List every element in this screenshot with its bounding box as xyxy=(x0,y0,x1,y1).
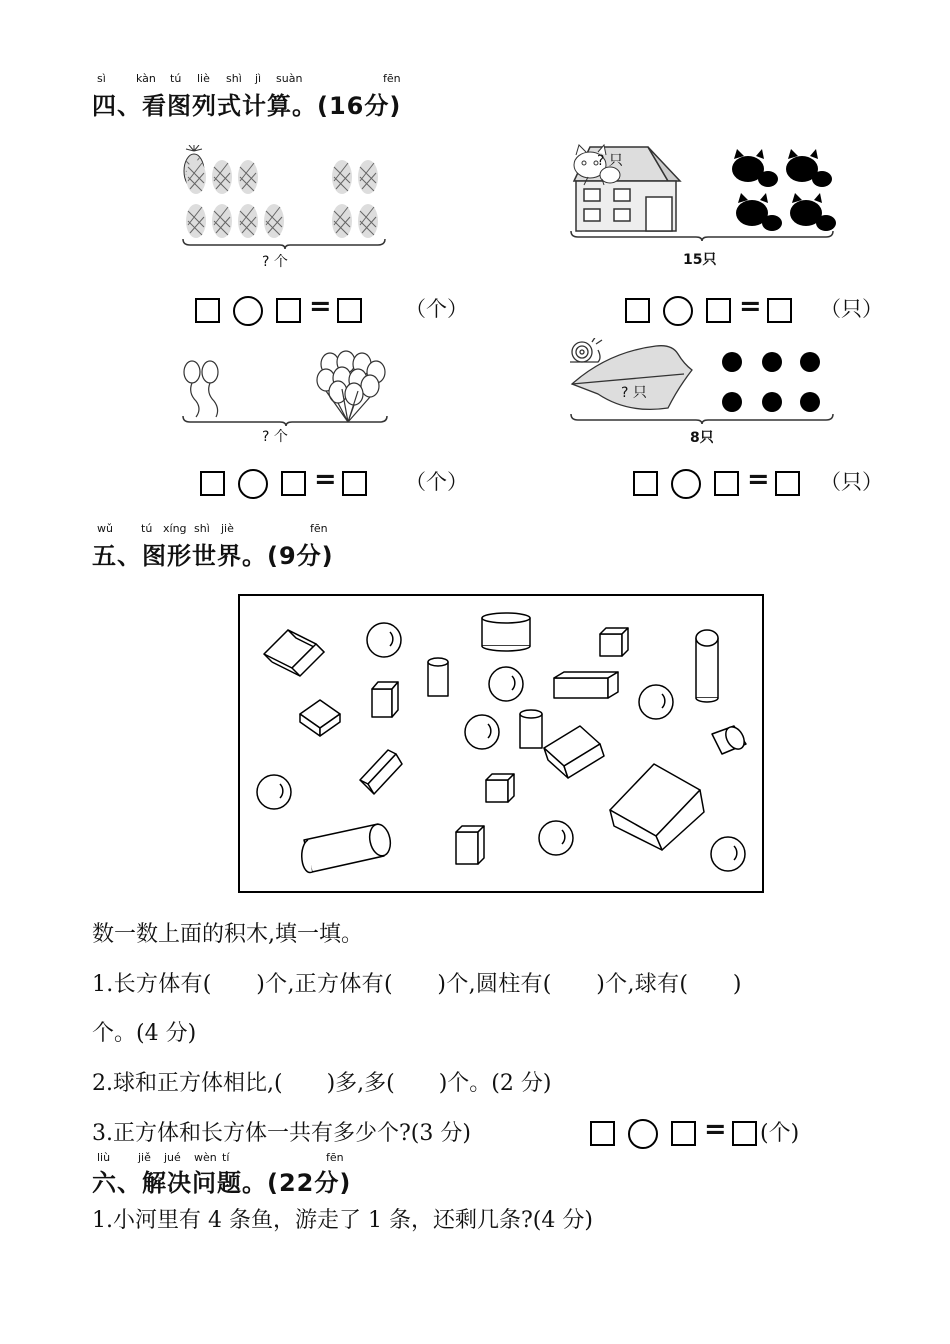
equals-sign: = xyxy=(747,464,770,495)
unit-ge: （个） xyxy=(405,297,468,321)
answer-box[interactable] xyxy=(633,471,658,496)
pinyin-wu: wǔ xyxy=(97,522,113,535)
cube-shape xyxy=(372,682,398,717)
section5-q1-line2: 个。(4 分) xyxy=(92,1021,197,1046)
pinyin-tu: tú xyxy=(170,72,182,85)
cube-shape xyxy=(456,826,484,864)
answer-box[interactable] xyxy=(590,1121,615,1146)
section6-title: 六、解决问题。(22分) xyxy=(92,1169,352,1197)
sphere-shape xyxy=(711,837,745,871)
operator-circle[interactable] xyxy=(628,1119,658,1149)
section5-q3-unit: (个) xyxy=(760,1121,800,1146)
answer-box[interactable] xyxy=(714,471,739,496)
pic3-caption: ? 个 xyxy=(262,429,288,445)
pinyin-fen: fēn xyxy=(383,72,401,85)
pinyin-liu: liù xyxy=(97,1151,111,1164)
answer-box[interactable] xyxy=(706,298,731,323)
answer-box[interactable] xyxy=(200,471,225,496)
pinyin-si: sì xyxy=(97,72,106,85)
sphere-shape xyxy=(639,685,673,719)
operator-circle[interactable] xyxy=(671,469,701,499)
pic4-caption: 8只 xyxy=(690,430,714,446)
pinyin-lie: liè xyxy=(197,72,210,85)
answer-box[interactable] xyxy=(195,298,220,323)
pinyin-wen: wèn xyxy=(194,1151,217,1164)
unit-zhi: （只） xyxy=(820,297,883,321)
section6-q1: 1.小河里有 4 条鱼，游走了 1 条，还剩几条?(4 分) xyxy=(92,1208,593,1233)
answer-box[interactable] xyxy=(276,298,301,323)
cylinder-shape xyxy=(520,710,542,748)
shapes-figure xyxy=(238,594,765,894)
answer-box[interactable] xyxy=(732,1121,757,1146)
answer-box[interactable] xyxy=(337,298,362,323)
pinyin-shi: shì xyxy=(194,522,210,535)
equals-sign: = xyxy=(309,291,332,322)
pic4-leaf-text: ? 只 xyxy=(621,385,647,401)
operator-circle[interactable] xyxy=(233,296,263,326)
section4-title: 四、看图列式计算。(16分) xyxy=(92,92,402,120)
pinyin-jie: jiè xyxy=(221,522,234,535)
pinyin-xing: xíng xyxy=(163,522,187,535)
sphere-shape xyxy=(367,623,401,657)
cube-shape xyxy=(600,628,628,656)
section5-title: 五、图形世界。(9分) xyxy=(92,542,334,570)
answer-box[interactable] xyxy=(775,471,800,496)
unit-ge: （个） xyxy=(405,470,468,494)
answer-box[interactable] xyxy=(625,298,650,323)
sphere-shape xyxy=(257,775,291,809)
pic2-roof-text: ? 只 xyxy=(597,153,623,169)
equals-sign: = xyxy=(739,291,762,322)
operator-circle[interactable] xyxy=(663,296,693,326)
pic1-caption: ? 个 xyxy=(262,254,288,270)
unit-zhi: （只） xyxy=(820,470,883,494)
pinyin-fen: fēn xyxy=(310,522,328,535)
section5-instruction: 数一数上面的积木,填一填。 xyxy=(92,922,363,947)
section5-q1-line1: 1.长方体有( )个,正方体有( )个,圆柱有( )个,球有( ) xyxy=(92,972,742,997)
cylinder-shape xyxy=(696,630,718,702)
pinyin-jie: jiě xyxy=(138,1151,151,1164)
answer-box[interactable] xyxy=(281,471,306,496)
cube-shape xyxy=(486,774,514,802)
pinyin-kan: kàn xyxy=(136,72,156,85)
cylinder-shape xyxy=(482,613,530,651)
pinyin-jue: jué xyxy=(164,1151,181,1164)
equals-sign: = xyxy=(314,464,337,495)
pinyin-shi: shì xyxy=(226,72,242,85)
pinyin-suan: suàn xyxy=(276,72,303,85)
section5-q2: 2.球和正方体相比,( )多,多( )个。(2 分) xyxy=(92,1071,552,1096)
pinyin-ti: tí xyxy=(222,1151,230,1164)
answer-box[interactable] xyxy=(342,471,367,496)
answer-box[interactable] xyxy=(671,1121,696,1146)
sphere-shape xyxy=(539,821,573,855)
sphere-shape xyxy=(465,715,499,749)
operator-circle[interactable] xyxy=(238,469,268,499)
cylinder-shape xyxy=(428,658,448,696)
sphere-shape xyxy=(489,667,523,701)
cuboid-shape xyxy=(554,672,618,698)
pinyin-tu: tú xyxy=(141,522,153,535)
pinyin-ji: jì xyxy=(255,72,262,85)
answer-box[interactable] xyxy=(767,298,792,323)
section5-q3: 3.正方体和长方体一共有多少个?(3 分) xyxy=(92,1121,471,1146)
pic2-caption: 15只 xyxy=(683,252,717,268)
equals-sign: = xyxy=(704,1114,727,1145)
pinyin-fen: fēn xyxy=(326,1151,344,1164)
